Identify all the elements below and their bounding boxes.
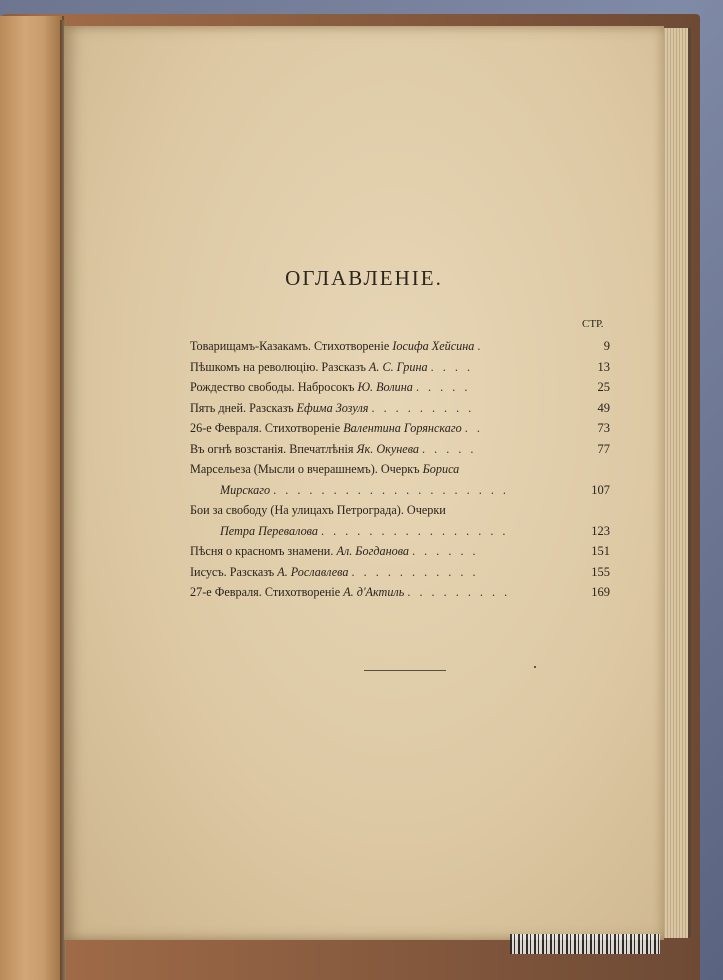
toc-entry (190, 582, 610, 603)
entry-title: 26-е Февраля. Стихотвореніе (190, 421, 341, 435)
entry-title: Въ огнѣ возстанія. Впечатлѣнія (190, 441, 354, 456)
entry-author: Петра Перевалова (220, 523, 318, 538)
entry-title: Товарищамъ-Казакамъ. Стихотвореніе (190, 339, 390, 353)
dot-leaders: . . . . . . (412, 544, 479, 558)
barcode-strip (510, 934, 660, 954)
toc-entry (190, 398, 610, 419)
dot-leaders: . . . . . . . . . . . . . . . . (321, 523, 509, 538)
entry-title: Рождество свободы. Набросокъ (190, 380, 355, 394)
entry-page-number: 151 (591, 544, 610, 558)
page-title: ОГЛАВЛЕНІЕ. (285, 266, 443, 290)
dot-leaders: . . . . . . . . . (371, 400, 475, 415)
entry-author: Ал. Богданова (336, 544, 410, 558)
dot-leaders: . . (464, 421, 483, 435)
entry-author: А. Рославлева (277, 564, 349, 579)
entry-page-number: 9 (603, 339, 610, 353)
dot-leaders: . . . . . (422, 441, 477, 456)
entry-title: Пѣсня о красномъ знамени. (190, 544, 334, 558)
page-column-label: СТР. (582, 318, 604, 330)
toc-entry (190, 541, 610, 562)
toc-entry (190, 336, 610, 357)
table-of-contents (190, 336, 610, 603)
toc-entry (190, 459, 610, 500)
entry-page-number: 73 (597, 421, 610, 435)
entry-author: А. д'Актиль (343, 585, 405, 599)
entry-title: Іисусъ. Разсказъ (190, 564, 275, 579)
entry-title: Марсельеза (Мысли о вчерашнемъ). Очеркъ (190, 462, 420, 476)
entry-page-number: 169 (591, 585, 610, 599)
entry-author: Ефима Зозуля (296, 400, 369, 415)
toc-entry (190, 439, 610, 460)
dot-leaders: . . . . (430, 359, 473, 374)
entry-page-number: 49 (597, 400, 610, 415)
entry-title: Бои за свободу (На улицахъ Петрограда). Очерки (190, 503, 446, 517)
entry-author: А. С. Грина (368, 359, 428, 374)
closing-rule (364, 670, 446, 671)
toc-entry (190, 418, 610, 439)
dot-leaders: . . . . . (415, 380, 471, 394)
dot-leaders: . . . . . . . . . . . . . . . . . . . . (273, 482, 509, 497)
entry-page-number: 77 (597, 441, 610, 456)
entry-page-number: 107 (591, 482, 610, 497)
entry-page-number: 123 (591, 523, 610, 538)
entry-page-number: 155 (591, 564, 610, 579)
entry-author-continued: Мирскаго (220, 482, 271, 497)
entry-title: 27-е Февраля. Стихотвореніе (190, 585, 341, 599)
dot-leaders: . . . . . . . . . . . (351, 564, 479, 579)
entry-author: Як. Окунева (356, 441, 419, 456)
toc-entry (190, 500, 610, 541)
toc-entry (190, 377, 610, 398)
entry-author: Ю. Волина (357, 380, 413, 394)
left-page-edge (0, 16, 64, 980)
entry-page-number: 25 (597, 380, 610, 394)
entry-author: Валентина Горянскаго (343, 421, 462, 435)
entry-author: Іосифа Хейсина (392, 339, 475, 353)
ink-speck (534, 666, 536, 668)
entry-author: Бориса (422, 462, 460, 476)
toc-entry (190, 562, 610, 583)
entry-title: Пѣшкомъ на революцію. Разсказъ (190, 359, 366, 374)
toc-entry (190, 357, 610, 378)
entry-page-number: 13 (597, 359, 610, 374)
dot-leaders: . (477, 339, 484, 353)
dot-leaders: . . . . . . . . . (407, 585, 511, 599)
entry-title: Пять дней. Разсказъ (190, 400, 294, 415)
